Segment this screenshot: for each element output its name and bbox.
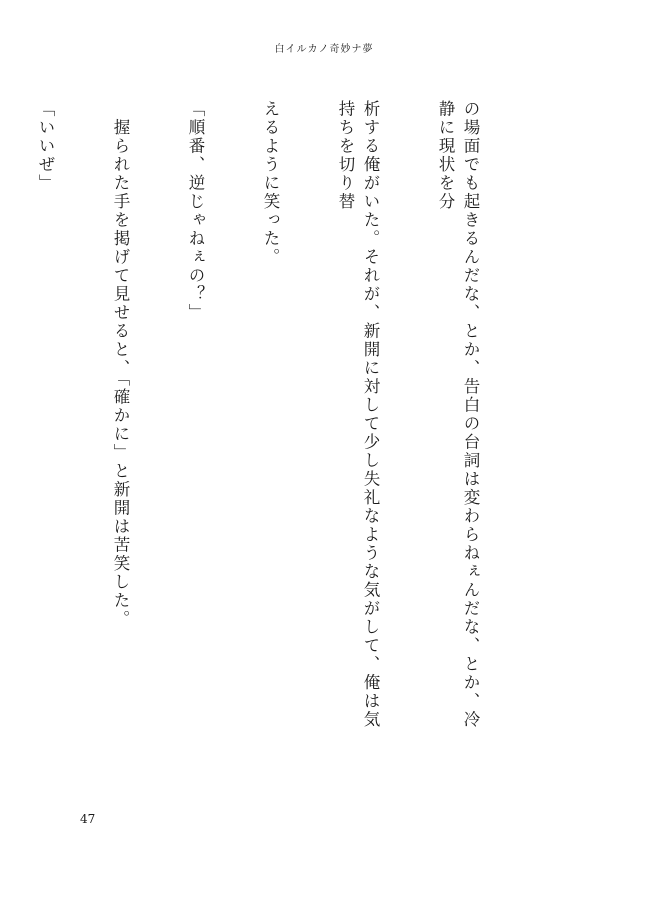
page-number: 47 xyxy=(80,812,96,826)
running-header: 白イルカノ奇妙ナ夢 xyxy=(274,44,374,55)
text-line: 握られた手を掲げて見せると、「確かに」と新開は苦笑した。 xyxy=(111,100,130,629)
text-line: 「いいぜ」 xyxy=(36,100,55,193)
text-line: の場面でも起きるんだな、とか、告白の台詞は変わらねぇんだな、とか、冷静に現状を分 xyxy=(436,100,480,729)
text-line: 「順番、逆じゃねぇの？」 xyxy=(186,100,205,322)
vertical-body-text xyxy=(36,100,533,740)
text-line: えるように笑った。 xyxy=(261,100,280,267)
text-line: 析する俺がいた。それが、新開に対して少し失礼なような気がして、俺は気持ちを切り替 xyxy=(336,100,380,729)
